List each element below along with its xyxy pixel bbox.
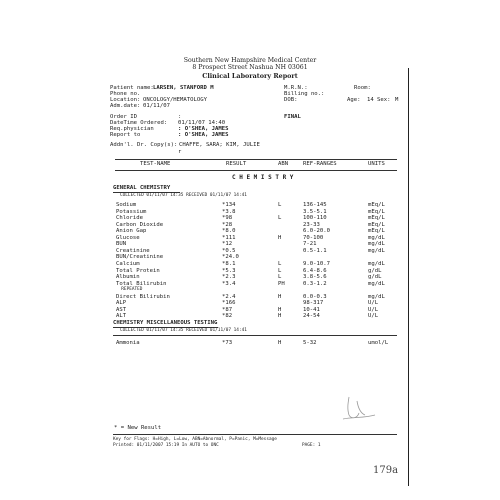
units-cell: U/L — [368, 306, 379, 313]
ref-range-cell: 3.8-5.6 — [303, 274, 327, 281]
misc-collected: COLLECTED 01/11/07 14:35 RECEIVED 01/11/07 14:41 — [120, 328, 247, 333]
result-cell: *5.3 — [222, 267, 236, 274]
age-label: Age: — [347, 97, 361, 103]
test-name-cell: REPEATED — [116, 287, 143, 293]
page-stamp: 179a — [373, 465, 399, 476]
abn-flag-cell: L — [278, 260, 282, 267]
ref-range-cell: 6.4-8.6 — [303, 267, 327, 274]
adm-date-value: 01/11/07 — [143, 103, 170, 109]
center-address: 8 Prospect Street Nashua NH 03061 — [192, 64, 308, 71]
column-header-rule-bottom — [115, 170, 397, 171]
location-label: Location: — [110, 97, 141, 103]
addnl-copy-label: Addn'l. Dr. Copy(s): — [110, 142, 178, 148]
general-chemistry-title: GENERAL CHEMISTRY — [113, 185, 171, 191]
ref-range-cell: 9.0-10.7 — [303, 260, 330, 267]
patient-name-label: Patient name: — [110, 85, 154, 91]
footer-rule — [113, 434, 397, 435]
report-title: Clinical Laboratory Report — [202, 72, 298, 80]
units-cell: mEq/L — [368, 215, 385, 222]
units-cell: mEq/L — [368, 228, 385, 235]
column-units: UNITS — [368, 161, 385, 167]
result-cell: *87 — [222, 306, 233, 313]
test-name-cell: Sodium — [116, 202, 137, 208]
result-cell: *82 — [222, 313, 233, 320]
sex-label: Sex: — [377, 97, 391, 103]
req-physician-label: Req.physician — [110, 126, 154, 132]
location-value: ONCOLOGY/HEMATOLOGY — [143, 97, 207, 103]
test-name-cell: Albumin — [116, 274, 140, 281]
ordered-label: DateTime Ordered: — [110, 120, 168, 126]
units-cell: U/L — [368, 313, 379, 320]
ref-range-cell: 6.0-20.0 — [303, 228, 330, 235]
abn-flag-cell: L — [278, 267, 282, 274]
units-cell: mg/dL — [368, 293, 385, 300]
general-collected: COLLECTED 01/11/07 14:35 RECEIVED 01/11/07 14:41 — [120, 193, 247, 198]
patient-name: LARSEN, STANFORD M — [153, 85, 214, 91]
ref-range-cell: 0.5-1.1 — [303, 247, 327, 254]
result-cell: *166 — [222, 300, 236, 307]
ref-range-cell: 5-32 — [303, 340, 317, 346]
test-name-cell: ALP — [116, 300, 127, 307]
ref-range-cell: 100-110 — [303, 215, 327, 222]
test-name-cell: Direct Bilirubin — [116, 293, 170, 300]
result-cell: *2.4 — [222, 293, 236, 300]
result-cell: *28 — [222, 221, 233, 228]
flags-key: Key for Flags: H=High, L=Low, ABN=Abnormal, P=Panic, M=Message — [113, 437, 277, 442]
printed-line: Printed: 01/11/2007 15:19 In AUTO to ONC — [113, 443, 219, 448]
test-name-cell: Chloride — [116, 215, 143, 222]
test-name-cell: Calcium — [116, 260, 140, 267]
ref-range-cell: 10-41 — [303, 306, 320, 313]
req-physician-value: : O'SHEA, JAMES — [178, 126, 229, 132]
units-cell: U/L — [368, 300, 379, 307]
ref-range-cell: 23-33 — [303, 221, 320, 228]
handwritten-initials — [335, 393, 380, 423]
test-name-cell: BUN — [116, 241, 127, 248]
result-cell: *8.0 — [222, 228, 236, 235]
test-name-cell: Total Bilirubin — [116, 280, 167, 287]
result-cell: *12 — [222, 241, 233, 248]
abn-flag-cell: H — [278, 306, 282, 313]
report-to-value: : O'SHEA, JAMES — [178, 132, 229, 138]
ref-range-cell: 98-317 — [303, 300, 324, 307]
units-cell: g/dL — [368, 267, 382, 274]
misc-rule — [113, 335, 397, 336]
table-row — [0, 314, 500, 321]
ref-range-cell: 3.5-5.1 — [303, 208, 327, 215]
abn-flag-cell: L — [278, 202, 282, 208]
addnl-copy-mark: r — [178, 149, 182, 155]
test-name-cell: Creatinine — [116, 247, 150, 254]
test-name-cell: AST — [116, 306, 127, 313]
dob-label: DOB: — [284, 97, 298, 103]
sex-value: M — [395, 97, 399, 103]
result-cell: *98 — [222, 215, 233, 222]
result-cell: *3.8 — [222, 208, 236, 215]
units-cell: mEq/L — [368, 208, 385, 215]
units-cell: umol/L — [368, 340, 389, 346]
adm-date-label: Adm.date: — [110, 103, 141, 109]
column-ref-ranges: REF-RANGES — [303, 161, 337, 167]
abn-flag-cell: L — [278, 274, 282, 281]
test-name-cell: BUN/Creatinine — [116, 254, 164, 261]
test-name-cell: Anion Gap — [116, 228, 147, 235]
test-name-cell: ALT — [116, 313, 127, 320]
units-cell: mEq/L — [368, 221, 385, 228]
mrn-label: M.R.N.: — [284, 85, 308, 91]
phone-label: Phone no. — [110, 91, 141, 97]
ref-range-cell: 70-100 — [303, 234, 324, 241]
abn-flag-cell: PH — [278, 280, 285, 287]
ordered-value: 01/11/07 14:40 — [178, 120, 226, 126]
result-cell: *0.5 — [222, 247, 236, 254]
ref-range-cell: 0.0-0.3 — [303, 293, 327, 300]
result-cell: *2.3 — [222, 274, 236, 281]
units-cell: mg/dL — [368, 241, 385, 248]
units-cell: mg/dL — [368, 247, 385, 254]
abn-flag-cell: H — [278, 293, 282, 300]
test-name-cell: Glucose — [116, 234, 140, 241]
billing-label: Billing no.: — [284, 91, 325, 97]
abn-flag-cell: H — [278, 340, 282, 346]
result-cell: *3.4 — [222, 280, 236, 287]
addnl-copy-value: CHAFFE, SARA; KIM, JULIE — [179, 142, 260, 148]
age-value: 14 — [367, 97, 374, 103]
report-status: FINAL — [284, 114, 301, 120]
units-cell: mg/dL — [368, 260, 385, 267]
result-cell: *134 — [222, 202, 236, 208]
column-header-rule-top — [115, 159, 397, 160]
column-result: RESULT — [226, 161, 247, 167]
result-cell: *24.0 — [222, 254, 239, 261]
room-label: Room: — [354, 85, 371, 91]
units-cell: mg/dL — [368, 234, 385, 241]
center-name: Southern New Hampshire Medical Center — [183, 57, 317, 64]
abn-flag-cell: H — [278, 234, 282, 241]
ref-range-cell: 0.3-1.2 — [303, 280, 327, 287]
test-name-cell: Potassium — [116, 208, 147, 215]
test-name-cell: Total Protein — [116, 267, 160, 274]
section-title: C H E M I S T R Y — [232, 174, 294, 181]
units-cell: mg/dL — [368, 280, 385, 287]
order-id-value: : — [178, 114, 182, 120]
result-cell: *73 — [222, 340, 233, 346]
units-cell: g/dL — [368, 274, 382, 281]
result-cell: *111 — [222, 234, 236, 241]
table-row — [0, 341, 500, 348]
ref-range-cell: 7-21 — [303, 241, 317, 248]
test-name-cell: Ammonia — [116, 340, 140, 346]
units-cell: mEq/L — [368, 202, 385, 208]
test-name-cell: Carbon Dioxide — [116, 221, 164, 228]
report-to-label: Report to — [110, 132, 141, 138]
column-abn: ABN — [278, 161, 289, 167]
abn-flag-cell: H — [278, 313, 282, 320]
misc-chemistry-title: CHEMISTRY MISCELLANEOUS TESTING — [113, 320, 218, 326]
page-label: PAGE: 1 — [302, 443, 321, 448]
ref-range-cell: 136-145 — [303, 202, 327, 208]
column-test-name: TEST-NAME — [140, 161, 171, 167]
result-cell: *8.1 — [222, 260, 236, 267]
abn-flag-cell: L — [278, 215, 282, 222]
new-result-note: * = New Result — [114, 425, 162, 431]
order-id-label: Order ID — [110, 114, 137, 120]
ref-range-cell: 24-54 — [303, 313, 320, 320]
